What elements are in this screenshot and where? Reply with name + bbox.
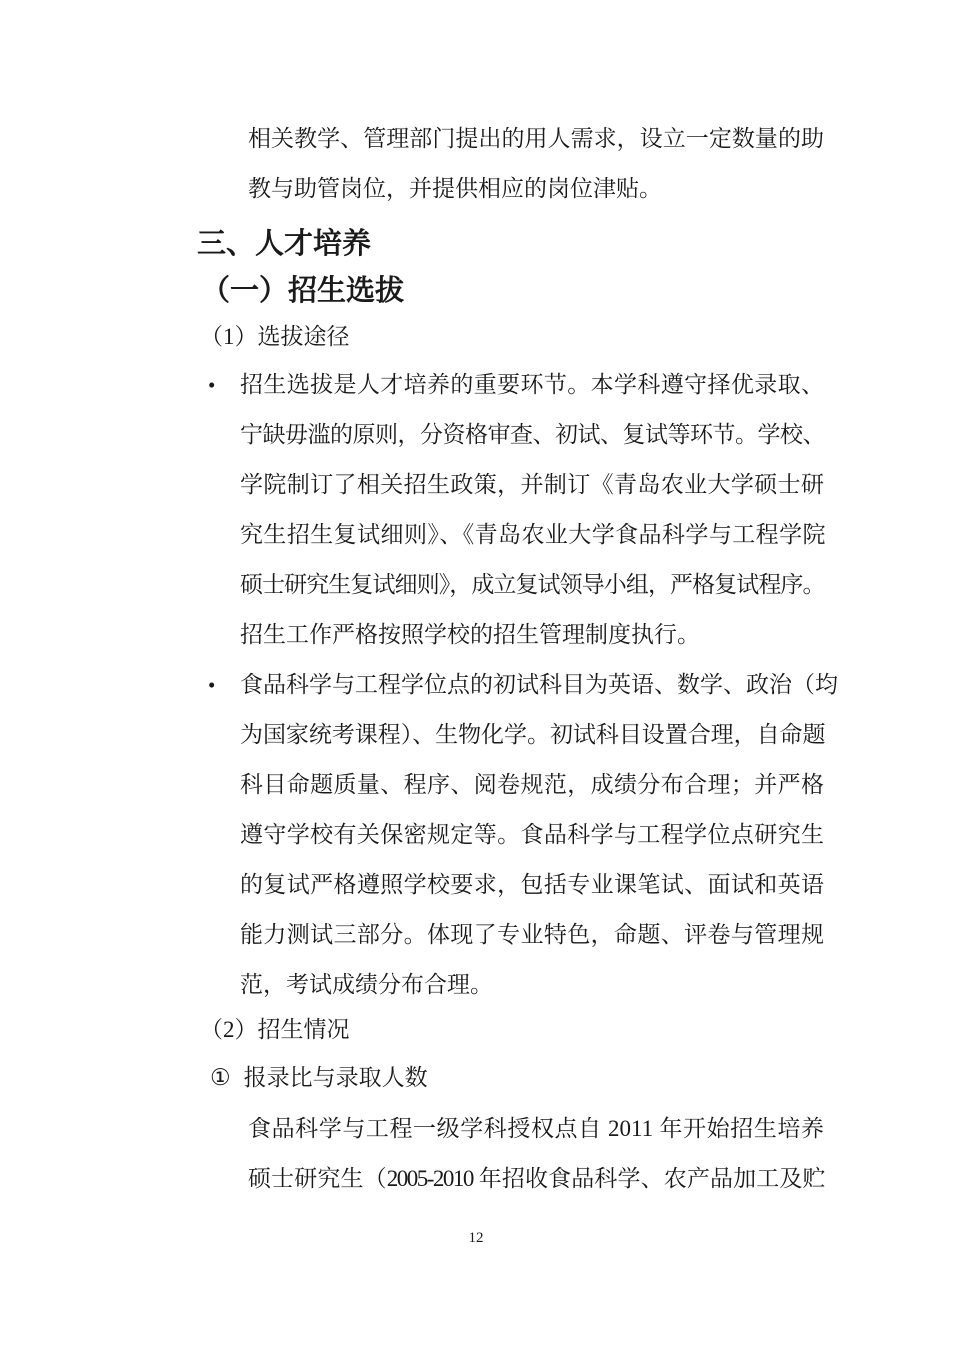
text-line: 宁缺毋滥的原则，分资格审查、初试、复试等环节。学校、 (240, 422, 824, 447)
section-heading: 三、人才培养 (197, 228, 372, 260)
numbered-sub-item (210, 1064, 428, 1092)
text-line: 学院制订了相关招生政策，并制订《青岛农业大学硕士研 (240, 472, 824, 497)
bullet-item-1 (208, 360, 824, 660)
admissions-paragraph (248, 1104, 824, 1204)
text-line: 食品科学与工程一级学科授权点自 2011 年开始招生培养 (248, 1116, 824, 1141)
bullet-item-2 (208, 660, 838, 1010)
bullet-text (240, 360, 824, 660)
text-line: 食品科学与工程学位点的初试科目为英语、数学、政治（均 (240, 672, 838, 697)
circled-number-icon: ① (210, 1065, 231, 1090)
text-line: 为国家统考课程）、生物化学。初试科目设置合理，自命题 (240, 722, 824, 747)
text-line: 教与助管岗位，并提供相应的岗位津贴。 (248, 176, 662, 201)
text-line: 的复试严格遵照学校要求，包括专业课笔试、面试和英语 (240, 872, 824, 897)
text-line: 招生工作严格按照学校的招生管理制度执行。 (240, 622, 700, 647)
sub-item-label: 报录比与录取人数 (243, 1065, 428, 1090)
item-1-heading: （1）选拔途径 (200, 324, 350, 349)
text-line: 招生选拔是人才培养的重要环节。本学科遵守择优录取、 (240, 372, 824, 397)
bullet-icon: • (208, 673, 216, 697)
text-line: 相关教学、管理部门提出的用人需求，设立一定数量的助 (248, 126, 824, 151)
bullet-icon: • (208, 373, 216, 397)
text-line: 遵守学校有关保密规定等。食品科学与工程学位点研究生 (240, 822, 824, 847)
paragraph-continuation (248, 114, 824, 214)
page-number: 12 (468, 1230, 484, 1246)
bullet-text (240, 660, 838, 1010)
text-line: 硕士研究生（2005-2010 年招收食品科学、农产品加工及贮 (248, 1166, 824, 1191)
text-line: 究生招生复试细则》、《青岛农业大学食品科学与工程学院 (240, 522, 824, 547)
text-line: 能力测试三部分。体现了专业特色，命题、评卷与管理规 (240, 922, 824, 947)
item-2-heading: （2）招生情况 (200, 1017, 350, 1042)
text-line: 科目命题质量、程序、阅卷规范，成绩分布合理；并严格 (240, 772, 824, 797)
text-line: 范，考试成绩分布合理。 (240, 972, 493, 997)
subsection-heading: （一）招生选拔 (201, 275, 405, 307)
text-line: 硕士研究生复试细则》，成立复试领导小组，严格复试程序。 (240, 572, 824, 597)
